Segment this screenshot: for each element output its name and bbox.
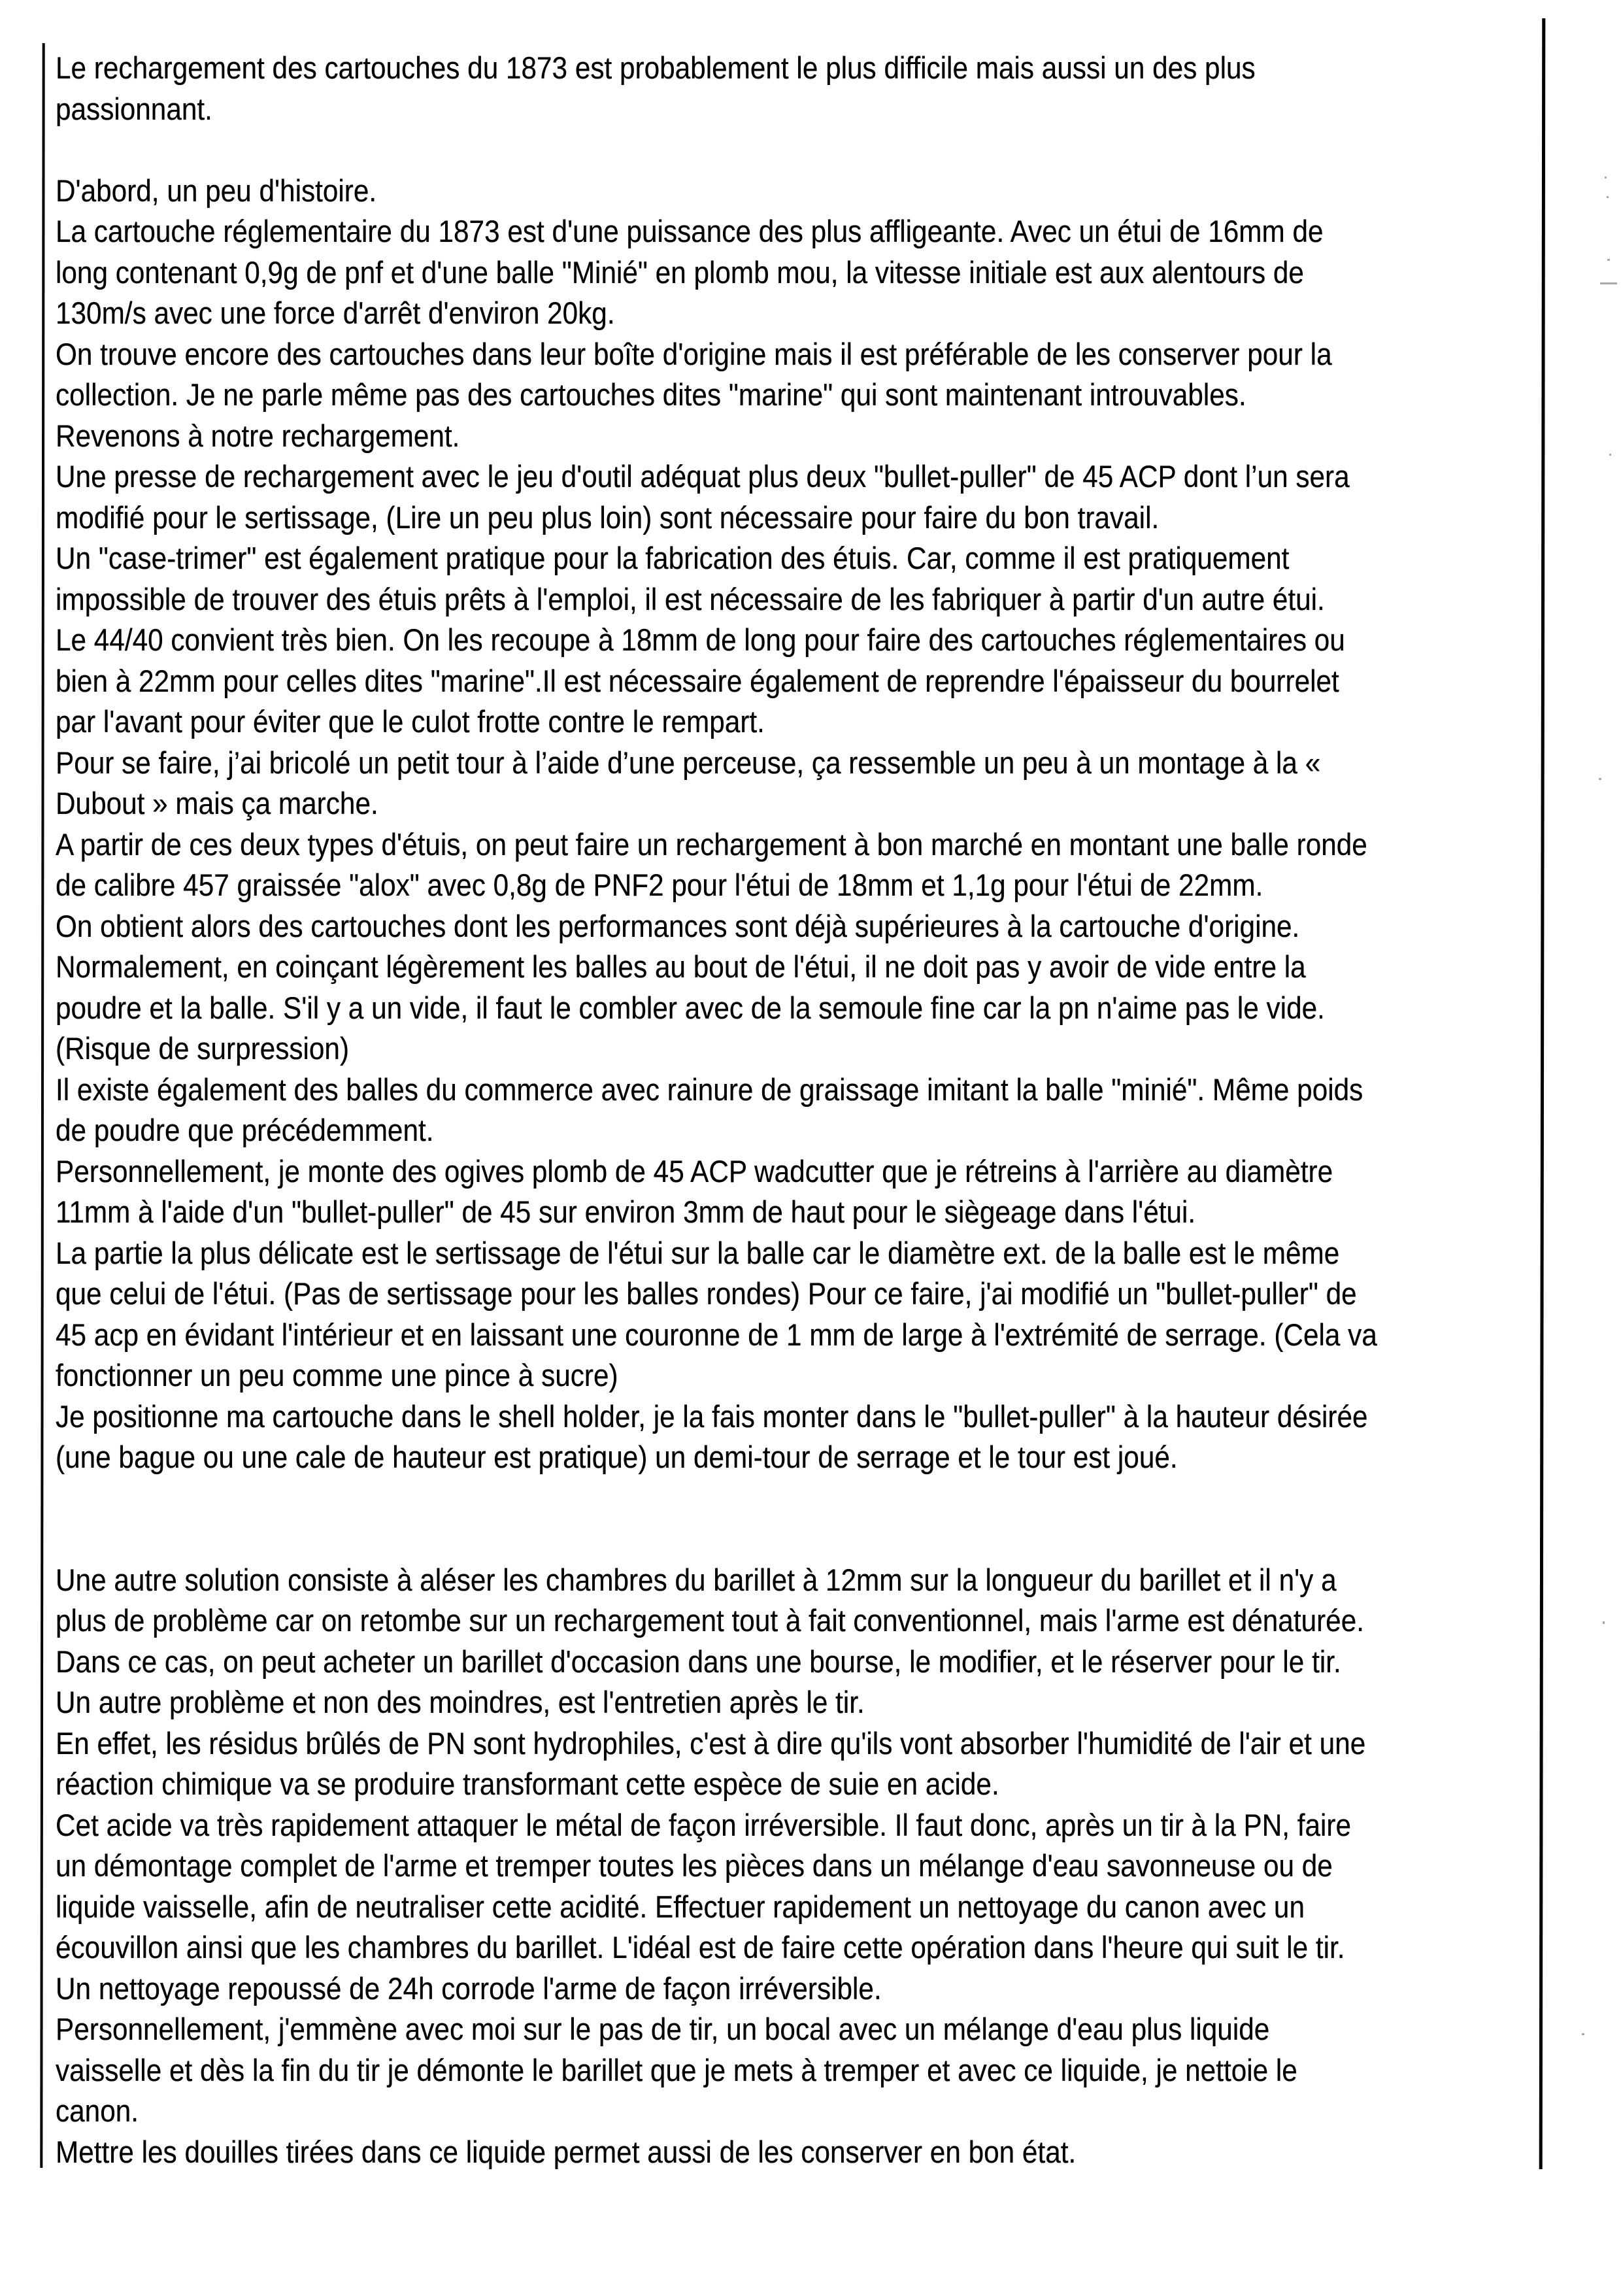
page-border-left-line xyxy=(40,43,44,2168)
document-text xyxy=(56,48,1550,2172)
scan-artifact xyxy=(1609,454,1611,456)
text-line: Une autre solution consiste à aléser les chambres du barillet à 12mm sur la longueur du barillet et il n'y a xyxy=(56,1562,1337,1597)
text-line: La partie la plus délicate est le sertissage de l'étui sur la balle car le diamètre ext. de la balle est le même xyxy=(56,1235,1340,1270)
text-line: Un "case-trimer" est également pratique pour la fabrication des étuis. Car, comme il est pratiquement xyxy=(56,541,1290,575)
text-line: Personnellement, j'emmène avec moi sur le pas de tir, un bocal avec un mélange d'eau plus liquide xyxy=(56,2012,1270,2046)
text-line: liquide vaisselle, afin de neutraliser cette acidité. Effectuer rapidement un nettoyage du canon avec un xyxy=(56,1889,1305,1924)
text-line: Personnellement, je monte des ogives plomb de 45 ACP wadcutter que je rétreins à l'arrière au diamètre xyxy=(56,1153,1333,1189)
text-line: bien à 22mm pour celles dites "marine".Il est nécessaire également de reprendre l'épaisseur du bourrelet xyxy=(56,663,1339,698)
text-line: 11mm à l'aide d'un "bullet-puller" de 45 sur environ 3mm de haut pour le siègeage dans l'étui. xyxy=(56,1194,1196,1229)
scan-artifact xyxy=(1605,177,1607,178)
text-line: Revenons à notre rechargement. xyxy=(56,418,460,453)
text-line: On obtient alors des cartouches dont les performances sont déjà supérieures à la cartouche d'origine. xyxy=(56,908,1300,943)
text-line: réaction chimique va se produire transformant cette espèce de suie en acide. xyxy=(56,1766,999,1801)
text-line: modifié pour le sertissage, (Lire un peu plus loin) sont nécessaire pour faire du bon travail. xyxy=(56,499,1160,535)
text-line: poudre et la balle. S'il y a un vide, il faut le combler avec de la semoule fine car la pn n'aime pas le vide. xyxy=(56,990,1325,1025)
text-line: Un nettoyage repoussé de 24h corrode l'arme de façon irréversible. xyxy=(56,1970,882,2006)
scan-artifact xyxy=(1599,778,1601,780)
scan-artifact xyxy=(1607,196,1609,198)
text-line: écouvillon ainsi que les chambres du barillet. L'idéal est de faire cette opération dans l'heure qui suit le tir. xyxy=(56,1930,1345,1965)
text-line: plus de problème car on retombe sur un rechargement tout à fait conventionnel, mais l'arme est dénaturée. xyxy=(56,1603,1364,1638)
text-line: vaisselle et dès la fin du tir je démonte le barillet que je mets à tremper et avec ce liquide, je nettoie le xyxy=(56,2052,1297,2087)
text-line: Normalement, en coinçant légèrement les balles au bout de l'étui, il ne doit pas y avoir de vide entre la xyxy=(56,949,1306,984)
text-line: par l'avant pour éviter que le culot frotte contre le rempart. xyxy=(56,704,765,739)
text-line: Mettre les douilles tirées dans ce liquide permet aussi de les conserver en bon état. xyxy=(56,2134,1077,2169)
text-line: Il existe également des balles du commerce avec rainure de graissage imitant la balle "minié". Même poids xyxy=(56,1072,1363,1107)
text-line: passionnant. xyxy=(56,91,212,126)
text-line: Je positionne ma cartouche dans le shell holder, je la fais monter dans le "bullet-puller" à la hauteur désirée xyxy=(56,1398,1368,1434)
scan-artifact xyxy=(1582,2033,1584,2035)
text-line: En effet, les résidus brûlés de PN sont hydrophiles, c'est à dire qu'ils vont absorber l'humidité de l'air et une xyxy=(56,1725,1366,1761)
text-line: Un autre problème et non des moindres, est l'entretien après le tir. xyxy=(56,1685,865,1719)
text-line: canon. xyxy=(56,2093,139,2128)
text-line: fonctionner un peu comme une pince à sucre) xyxy=(56,1358,618,1393)
text-line: Dubout » mais ça marche. xyxy=(56,786,378,820)
text-line: que celui de l'étui. (Pas de sertissage pour les balles rondes) Pour ce faire, j'ai modifié un "bullet-puller" de xyxy=(56,1276,1357,1311)
text-line: de poudre que précédemment. xyxy=(56,1113,434,1147)
text-line: Le 44/40 convient très bien. On les recoupe à 18mm de long pour faire des cartouches réglementaires ou xyxy=(56,622,1345,657)
text-line: de calibre 457 graissée "alox" avec 0,8g de PNF2 pour l'étui de 18mm et 1,1g pour l'étui de 22mm. xyxy=(56,868,1263,902)
scan-artifact xyxy=(1600,282,1617,284)
scan-artifact xyxy=(1603,1621,1605,1624)
text-line: un démontage complet de l'arme et tremper toutes les pièces dans un mélange d'eau savonneuse ou de xyxy=(56,1848,1333,1883)
scan-artifact xyxy=(1607,259,1610,261)
text-line xyxy=(56,1519,1550,1560)
text-line: Pour se faire, j’ai bricolé un petit tour à l’aide d’une perceuse, ça ressemble un peu à un montage à la « xyxy=(56,745,1321,780)
text-line: (une bague ou une cale de hauteur est pratique) un demi-tour de serrage et le tour est joué. xyxy=(56,1440,1178,1474)
text-line xyxy=(56,129,1550,171)
text-line: 130m/s avec une force d'arrêt d'environ 20kg. xyxy=(56,295,615,330)
text-line: Cet acide va très rapidement attaquer le métal de façon irréversible. Il faut donc, après un tir à la PN, faire xyxy=(56,1807,1352,1842)
text-line: La cartouche réglementaire du 1873 est d'une puissance des plus affligeante. Avec un étui de 16mm de xyxy=(56,214,1324,248)
text-line: On trouve encore des cartouches dans leur boîte d'origine mais il est préférable de les conserver pour la xyxy=(56,336,1332,371)
text-line: D'abord, un peu d'histoire. xyxy=(56,173,377,208)
text-line: Dans ce cas, on peut acheter un barillet d'occasion dans une bourse, le modifier, et le réserver pour le tir. xyxy=(56,1644,1341,1679)
text-line: Une presse de rechargement avec le jeu d'outil adéquat plus deux "bullet-puller" de 45 ACP dont l’un sera xyxy=(56,459,1350,494)
text-line: (Risque de surpression) xyxy=(56,1031,350,1066)
text-line: impossible de trouver des étuis prêts à l'emploi, il est nécessaire de les fabriquer à partir d'un autre étui. xyxy=(56,581,1325,616)
text-line: collection. Je ne parle même pas des cartouches dites "marine" qui sont maintenant introuvables. xyxy=(56,377,1246,412)
text-line: long contenant 0,9g de pnf et d'une balle "Minié" en plomb mou, la vitesse initiale est aux alentours de xyxy=(56,254,1304,290)
text-line: Le rechargement des cartouches du 1873 est probablement le plus difficile mais aussi un des plus xyxy=(56,50,1256,85)
text-line: 45 acp en évidant l'intérieur et en laissant une couronne de 1 mm de large à l'extrémité de serrage. (Cela va xyxy=(56,1317,1377,1352)
text-line: A partir de ces deux types d'étuis, on peut faire un rechargement à bon marché en montant une balle ronde xyxy=(56,826,1367,862)
text-line xyxy=(56,1478,1550,1519)
